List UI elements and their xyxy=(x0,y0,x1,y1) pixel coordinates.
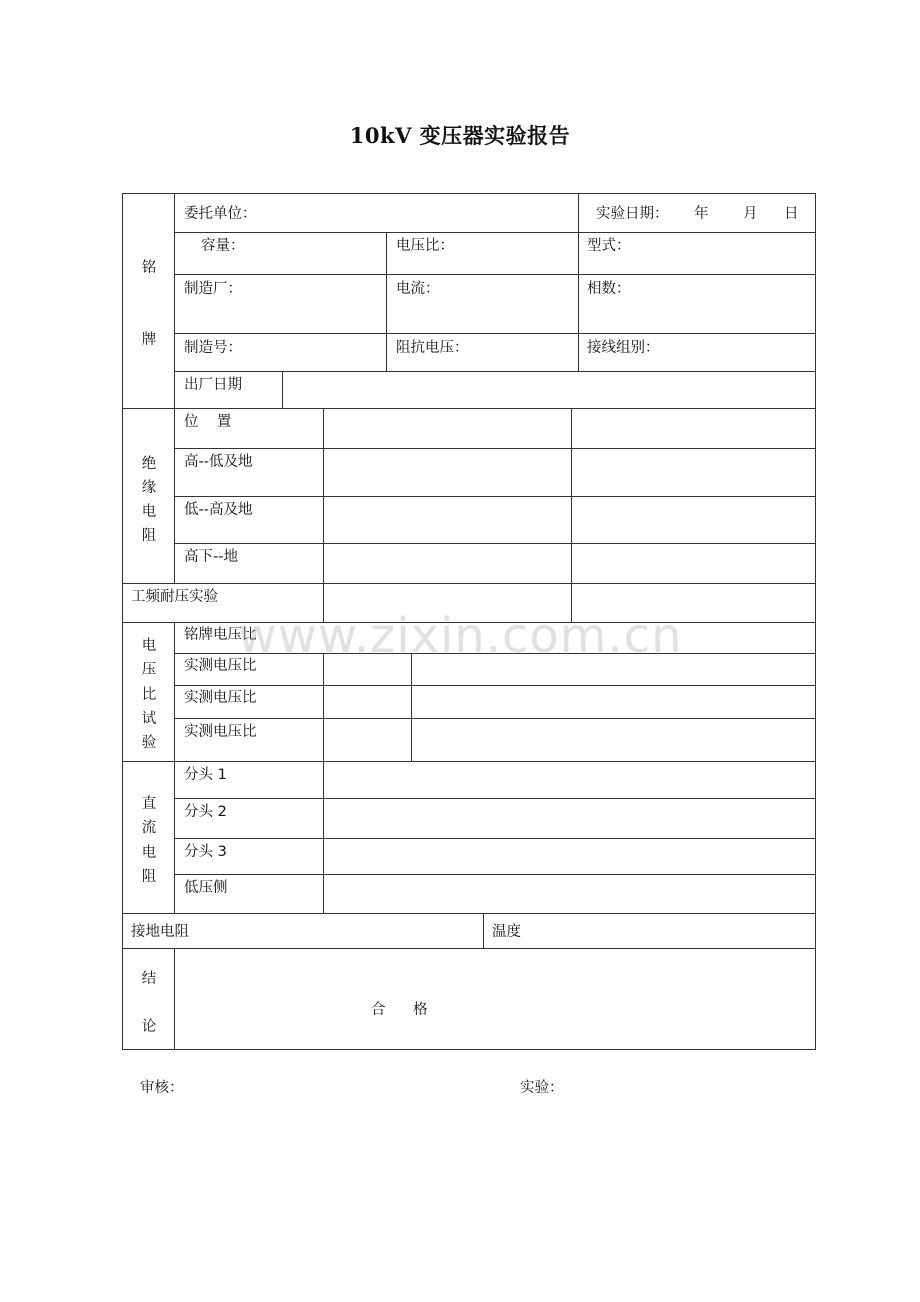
tester-label: 实验： xyxy=(520,1080,564,1096)
test-date-month: 月 xyxy=(743,206,758,222)
client-label: 委托单位： xyxy=(184,206,257,222)
measured-ratio-label: 实测电压比 xyxy=(184,690,257,706)
section-conclusion-char-2: 论 xyxy=(141,1019,157,1035)
conclusion-result: 合 格 xyxy=(371,1002,428,1018)
test-date-label: 实验日期： xyxy=(596,206,669,222)
section-dc-char-1: 直 xyxy=(141,796,157,812)
section-conclusion-char-1: 结 xyxy=(141,971,157,987)
phases-label: 相数： xyxy=(587,281,631,297)
capacity-label: 容量： xyxy=(201,238,245,254)
grounding-resistance-label: 接地电阻 xyxy=(131,924,189,940)
voltage-ratio-label: 电压比： xyxy=(396,238,454,254)
section-dc-char-2: 流 xyxy=(141,820,157,836)
test-date-year: 年 xyxy=(694,206,709,222)
section-insulation-char-3: 电 xyxy=(141,504,157,520)
factory-date-label: 出厂日期 xyxy=(184,377,242,393)
manufacturer-label: 制造厂： xyxy=(184,281,242,297)
tap-label: 分头 1 xyxy=(184,767,227,783)
serial-no-label: 制造号： xyxy=(184,340,242,356)
insulation-row-label: 低--高及地 xyxy=(184,502,253,518)
watermark: www.zixin.com.cn xyxy=(237,608,683,664)
section-ratio-char-2: 压 xyxy=(141,662,157,678)
section-insulation-char-2: 缘 xyxy=(141,480,157,496)
section-ratio-char-1: 电 xyxy=(141,638,157,654)
measured-ratio-label: 实测电压比 xyxy=(184,724,257,740)
section-insulation-char-1: 绝 xyxy=(141,456,157,472)
section-nameplate-char-2: 牌 xyxy=(141,332,157,348)
impedance-voltage-label: 阻抗电压： xyxy=(396,340,469,356)
connection-group-label: 接线组别： xyxy=(587,340,660,356)
measured-ratio-label: 实测电压比 xyxy=(184,658,257,674)
section-dc-char-4: 阻 xyxy=(141,869,157,885)
section-ratio-char-5: 验 xyxy=(141,735,157,751)
test-date-day: 日 xyxy=(784,206,799,222)
tap-label: 分头 2 xyxy=(184,804,227,820)
section-dc-char-3: 电 xyxy=(141,845,157,861)
tap-label: 分头 3 xyxy=(184,844,227,860)
page-title: 10kV 变压器实验报告 xyxy=(349,123,571,148)
low-voltage-side-label: 低压侧 xyxy=(184,880,228,896)
section-nameplate-char-1: 铭 xyxy=(141,260,157,276)
reviewer-label: 审核： xyxy=(140,1080,184,1096)
model-label: 型式： xyxy=(587,238,631,254)
section-insulation-char-4: 阻 xyxy=(141,528,157,544)
current-label: 电流： xyxy=(396,281,440,297)
withstand-test-label: 工频耐压实验 xyxy=(131,589,218,605)
nameplate-ratio-label: 铭牌电压比 xyxy=(184,627,257,643)
insulation-row-label: 高--低及地 xyxy=(184,454,253,470)
insulation-row-label: 高下--地 xyxy=(184,549,238,565)
section-ratio-char-4: 试 xyxy=(141,711,157,727)
position-label: 位 置 xyxy=(184,414,232,430)
section-ratio-char-3: 比 xyxy=(141,687,157,703)
temperature-label: 温度 xyxy=(492,924,521,940)
